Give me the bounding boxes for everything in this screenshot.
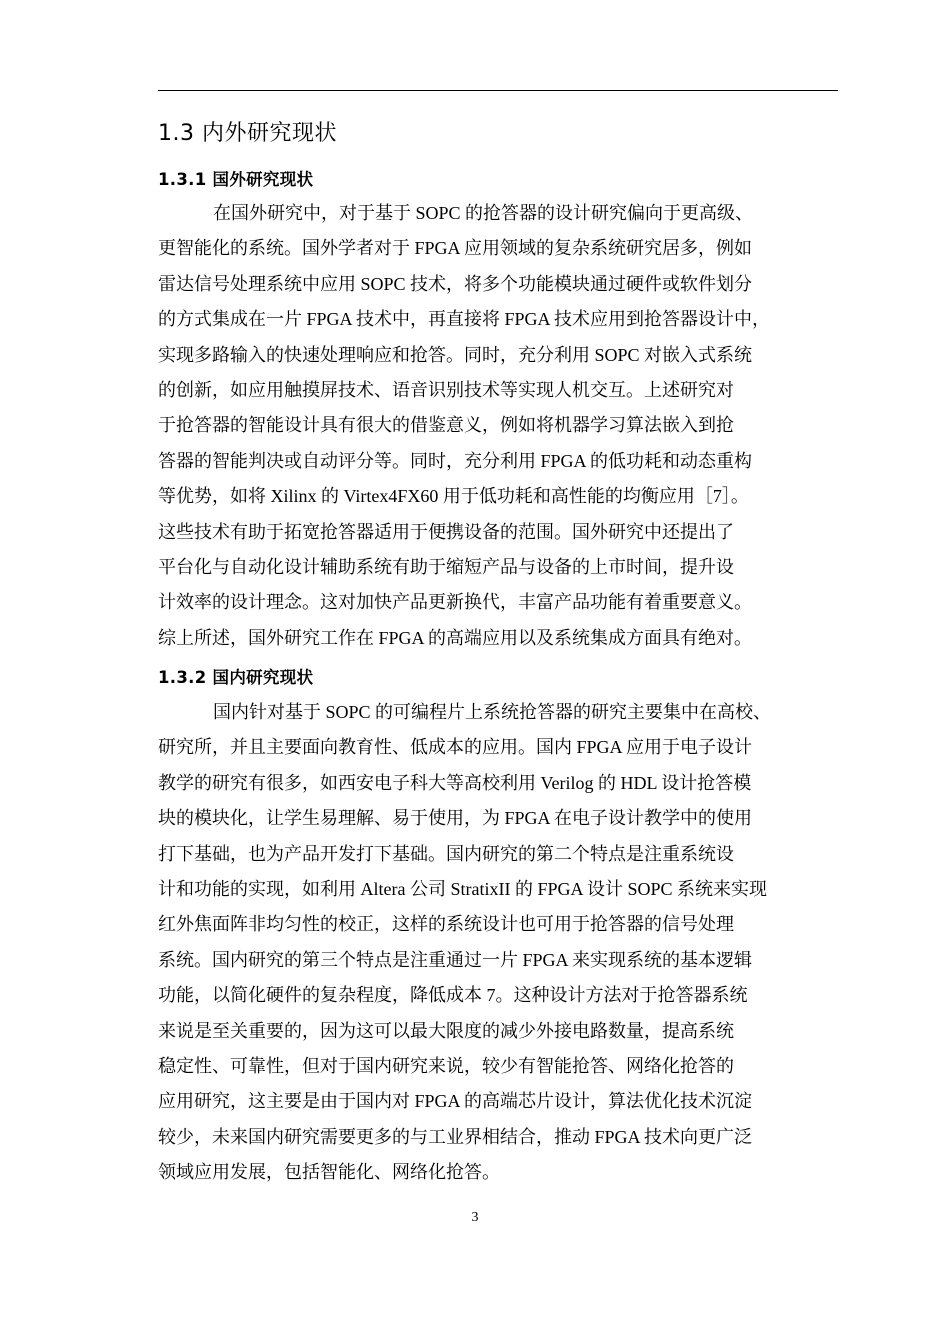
text-line: 计和功能的实现，如利用 Altera 公司 StratixII 的 FPGA 设计 SOPC 系统来实现 [158,878,768,899]
text-line: 答器的智能判决或自动评分等。同时，充分利用 FPGA 的低功耗和动态重构 [158,450,753,471]
header-rule [158,90,838,91]
text-line: 平台化与自动化设计辅助系统有助于缩短产品与设备的上市时间，提升设 [158,556,734,577]
text-line: 教学的研究有很多，如西安电子科大等高校利用 Verilog 的 HDL 设计抢答模 [158,772,752,793]
paragraph-foreign [158,196,838,656]
subsection-heading-domestic: 1.3.2 国内研究现状 [158,668,314,687]
text-line: 在国外研究中，对于基于 SOPC 的抢答器的设计研究偏向于更高级、 [213,203,754,223]
section-heading: 1.3 内外研究现状 [158,121,337,146]
text-line: 领域应用发展，包括智能化、网络化抢答。 [158,1162,500,1183]
text-line: 的创新，如应用触摸屏技术、语音识别技术等实现人机交互。上述研究对 [158,379,734,400]
text-line: 来说是至关重要的，因为这可以最大限度的减少外接电路数量，提高系统 [158,1020,734,1041]
subsection-heading-foreign: 1.3.1 国外研究现状 [158,170,314,189]
text-line: 计效率的设计理念。这对加快产品更新换代，丰富产品功能有着重要意义。 [158,592,752,613]
text-line: 红外焦面阵非均匀性的校正，这样的系统设计也可用于抢答器的信号处理 [158,914,734,935]
text-line: 稳定性、可靠性，但对于国内研究来说，较少有智能抢答、网络化抢答的 [158,1055,734,1076]
text-line: 较少，未来国内研究需要更多的与工业界相结合，推动 FPGA 技术向更广泛 [158,1126,753,1147]
text-line: 应用研究，这主要是由于国内对 FPGA 的高端芯片设计，算法优化技术沉淀 [158,1091,753,1112]
text-line: 等优势，如将 Xilinx 的 Virtex4FX60 用于低功耗和高性能的均衡应用［7］。 [158,486,749,507]
text-line: 打下基础，也为产品开发打下基础。国内研究的第二个特点是注重系统设 [158,843,734,864]
text-line: 系统。国内研究的第三个特点是注重通过一片 FPGA 来实现系统的基本逻辑 [158,949,753,970]
text-line: 这些技术有助于拓宽抢答器适用于便携设备的范围。国外研究中还提出了 [158,521,734,542]
text-line: 实现多路输入的快速处理响应和抢答。同时，充分利用 SOPC 对嵌入式系统 [158,344,753,365]
text-line: 雷达信号处理系统中应用 SOPC 技术，将多个功能模块通过硬件或软件划分 [158,273,753,294]
text-line: 的方式集成在一片 FPGA 技术中，再直接将 FPGA 技术应用到抢答器设计中， [158,309,771,330]
page-number: 3 [471,1210,479,1225]
text-line: 块的模块化，让学生易理解、易于使用，为 FPGA 在电子设计教学中的使用 [158,808,753,829]
text-line: 功能，以简化硬件的复杂程度，降低成本 7。这种设计方法对于抢答器系统 [158,985,748,1006]
text-line: 综上所述，国外研究工作在 FPGA 的高端应用以及系统集成方面具有绝对。 [158,627,753,648]
paragraph-domestic [158,695,838,1190]
text-line: 研究所，并且主要面向教育性、低成本的应用。国内 FPGA 应用于电子设计 [158,737,753,758]
text-line: 国内针对基于 SOPC 的可编程片上系统抢答器的研究主要集中在高校、 [213,702,772,722]
text-line: 更智能化的系统。国外学者对于 FPGA 应用领域的复杂系统研究居多，例如 [158,238,753,259]
text-line: 于抢答器的智能设计具有很大的借鉴意义，例如将机器学习算法嵌入到抢 [158,415,734,436]
